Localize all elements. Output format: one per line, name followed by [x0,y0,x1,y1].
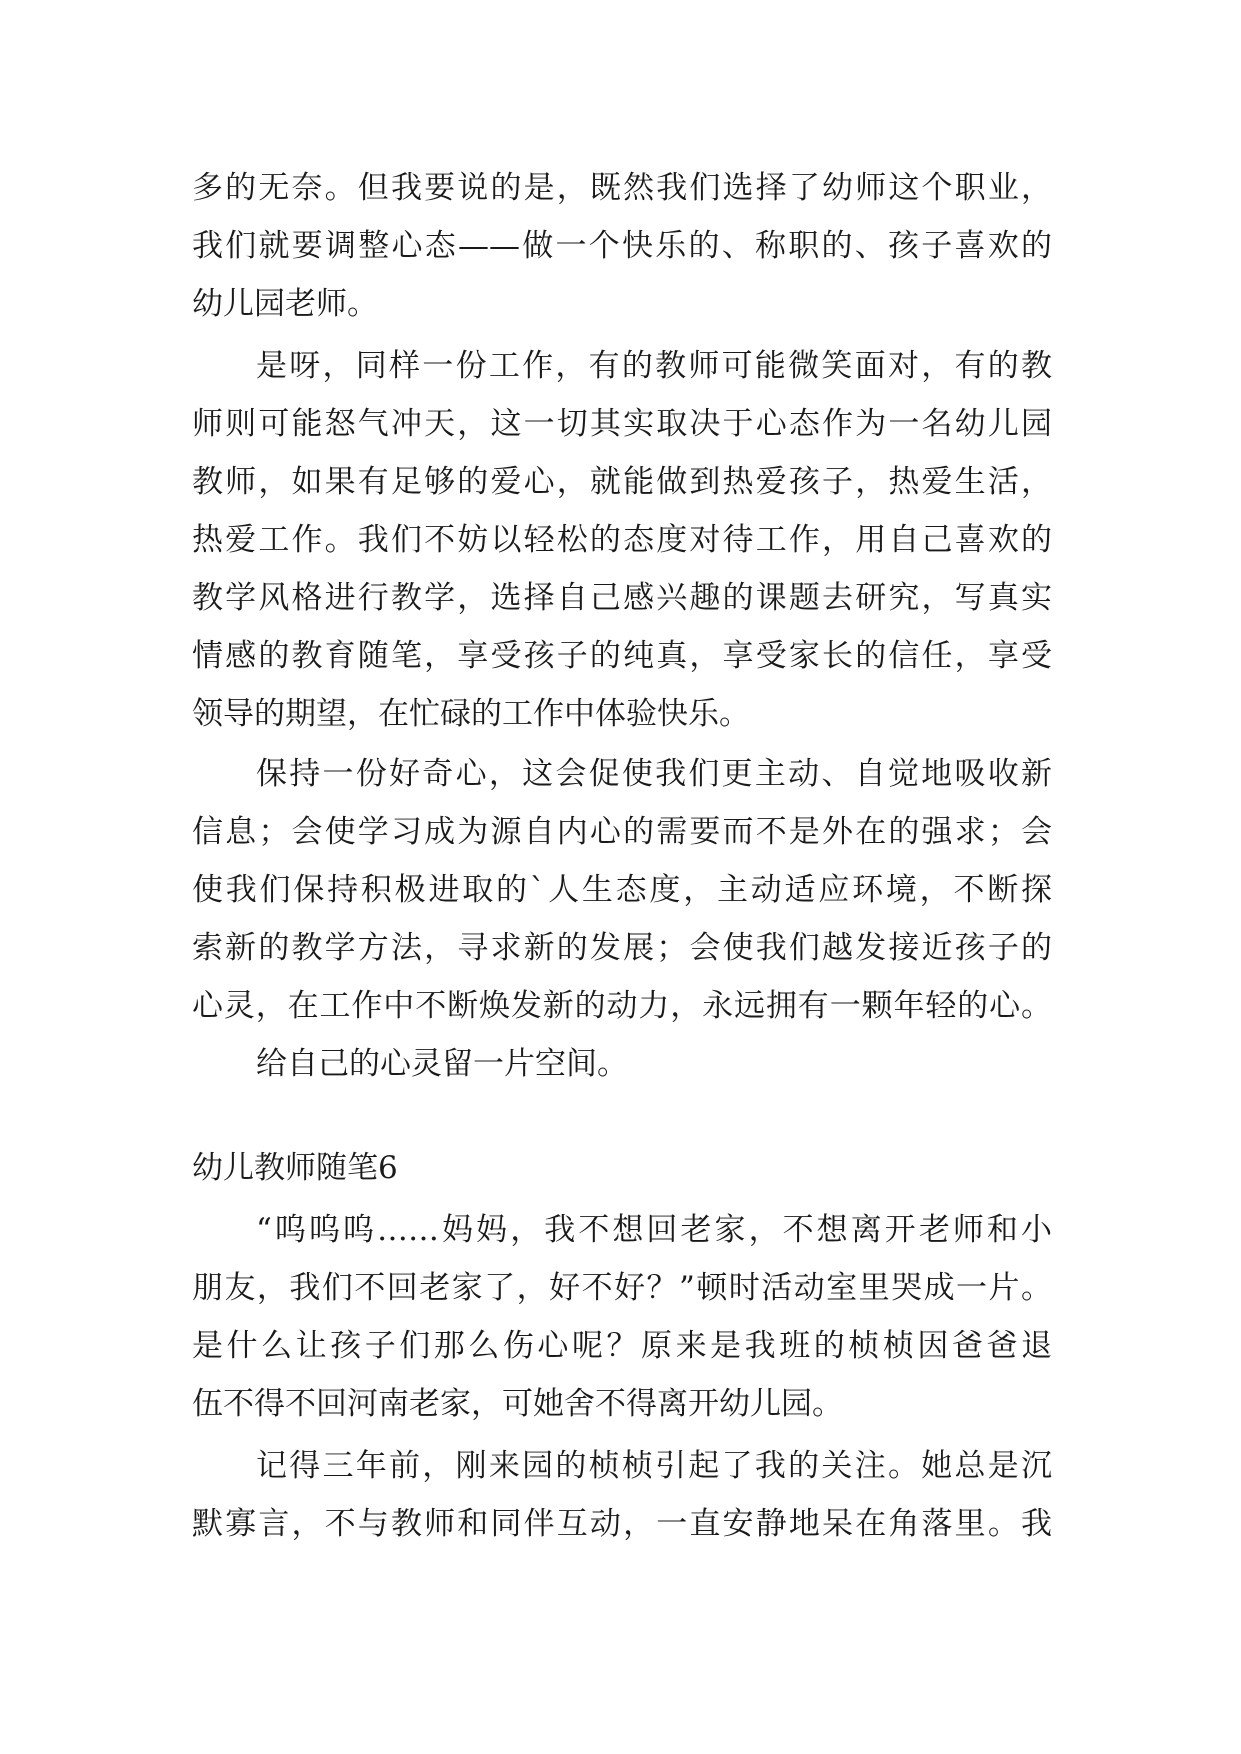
paragraph-line: 记得三年前，刚来园的桢桢引起了我的关注。她总是沉 [256,1448,1052,1484]
paragraph-line: 教师，如果有足够的爱心，就能做到热爱孩子，热爱生活， [192,464,1052,500]
paragraph-line: 伍不得不回河南老家，可她舍不得离开幼儿园。 [192,1386,843,1422]
paragraph-line: 教学风格进行教学，选择自己感兴趣的课题去研究，写真实 [192,580,1052,616]
paragraph-line: 领导的期望，在忙碌的工作中体验快乐。 [192,696,750,732]
paragraph-line: 是什么让孩子们那么伤心呢？原来是我班的桢桢因爸爸退 [192,1328,1052,1364]
paragraph-line: 情感的教育随笔，享受孩子的纯真，享受家长的信任，享受 [192,638,1052,674]
paragraph-line: 默寡言，不与教师和同伴互动，一直安静地呆在角落里。我 [192,1506,1052,1542]
paragraph-line: 师则可能怒气冲天，这一切其实取决于心态作为一名幼儿园 [192,406,1052,442]
paragraph-line: 给自己的心灵留一片空间。 [256,1046,628,1082]
section-title: 幼儿教师随笔6 [192,1150,398,1186]
paragraph-line: 朋友，我们不回老家了，好不好？”顿时活动室里哭成一片。 [192,1270,1052,1306]
paragraph-line: 信息；会使学习成为源自内心的需要而不是外在的强求；会 [192,814,1052,850]
paragraph-line: 幼儿园老师。 [192,286,378,322]
paragraph-line: 多的无奈。但我要说的是，既然我们选择了幼师这个职业， [192,170,1052,206]
paragraph-line: 心灵，在工作中不断焕发新的动力，永远拥有一颗年轻的心。 [192,988,1052,1024]
paragraph-line: 我们就要调整心态——做一个快乐的、称职的、孩子喜欢的 [192,228,1052,264]
paragraph-line: “呜呜呜……妈妈，我不想回老家，不想离开老师和小 [256,1212,1052,1248]
paragraph-line: 热爱工作。我们不妨以轻松的态度对待工作，用自己喜欢的 [192,522,1052,558]
paragraph-line: 使我们保持积极进取的`人生态度，主动适应环境，不断探 [192,872,1052,908]
paragraph-line: 索新的教学方法，寻求新的发展；会使我们越发接近孩子的 [192,930,1052,966]
paragraph-line: 保持一份好奇心，这会促使我们更主动、自觉地吸收新 [256,756,1052,792]
paragraph-line: 是呀，同样一份工作，有的教师可能微笑面对，有的教 [256,348,1052,384]
